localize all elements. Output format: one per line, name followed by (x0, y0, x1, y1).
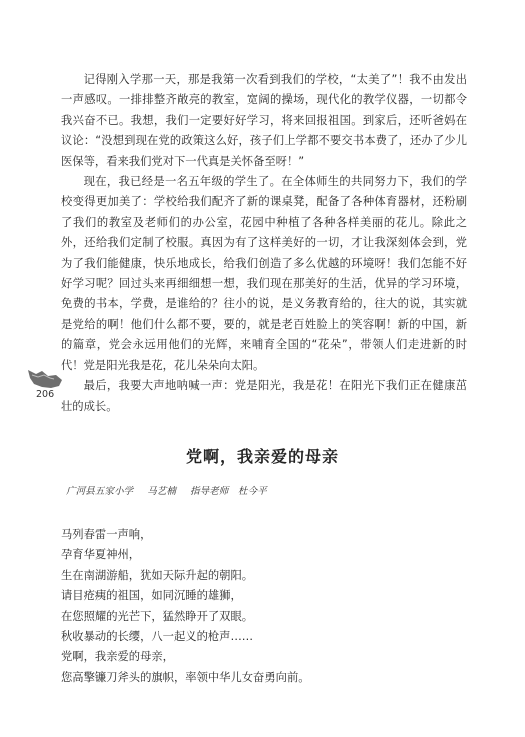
article-paragraph: 记得刚入学那一天，那是我第一次看到我们的学校，“太美了”！我不由发出一声感叹。一排排整齐敞亮的教室，宽阔的操场，现代化的教学仪器，一切都令我兴奋不已。我想，我们一定要好好学习，将来回报祖国。到家后，还听爸妈在议论：“没想到现在党的政策这么好，孩子们上学都不要交书本费了，还办了少儿医保等，看来我们党对下一代真是关怀备至呀！” (61, 73, 467, 168)
poem-line: 您高擎镰刀斧头的旗帜，率领中华儿女奋勇向前。 (61, 670, 310, 684)
article-paragraph: 最后，我要大声地呐喊一声：党是阳光，我是花！在阳光下我们正在健康茁壮的成长。 (61, 379, 467, 413)
article-body (61, 70, 467, 417)
poem-line: 孕育华夏神州， (61, 548, 141, 562)
page-number: 206 (36, 389, 55, 400)
poem-line: 在您照耀的光芒下，猛然睁开了双眼。 (61, 609, 254, 623)
article-paragraph: 现在，我已经是一名五年级的学生了。在全体师生的共同努力下，我们的学校变得更加美了：学校给我们配齐了新的课桌凳，配备了各种体育器材，还粉刷了我们的教室及老师们的办公室，花园中种植了各种各样美丽的花儿。除此之外，还给我们定制了校服。真因为有了这样美好的一切，才让我深刻体会到，党为了我们能健康，快乐地成长，给我们创造了多么优越的环境呀！我们怎能不好好学习呢？回过头来再细细想一想，我们现在那美好的生活，优异的学习环境，免费的书本，学费，是谁给的？往小的说，是义务教育给的，往大的说，其实就是党给的啊！他们什么都不要，要的，就是老百姓脸上的笑容啊！新的中国，新的篇章，党会永远用他们的光辉，来哺育全国的“花朵”，带领人们走进新的时代！党是阳光我是花，花儿朵朵向太阳。 (61, 175, 467, 372)
poem-byline (66, 483, 267, 497)
byline-author: 马艺楠 (147, 486, 176, 497)
poem-line: 生在南湖游船，犹如天际升起的朝阳。 (61, 568, 254, 582)
poem-line: 马列春雷一声响， (61, 528, 152, 541)
poem-line: 党啊，我亲爱的母亲， (61, 650, 174, 664)
poem-line: 秋收暴动的长缨，八一起义的枪声…… (61, 630, 254, 644)
page-corner-ornament (26, 366, 66, 408)
byline-teacher: 指导老师 杜今平 (189, 486, 267, 497)
poem-title: 党啊，我亲爱的母亲 (185, 447, 339, 466)
poem-line: 请目疮痍的祖国，如同沉睡的雄狮， (61, 589, 242, 603)
poem-body (61, 525, 481, 688)
byline-school: 广河县五家小学 (66, 486, 134, 497)
